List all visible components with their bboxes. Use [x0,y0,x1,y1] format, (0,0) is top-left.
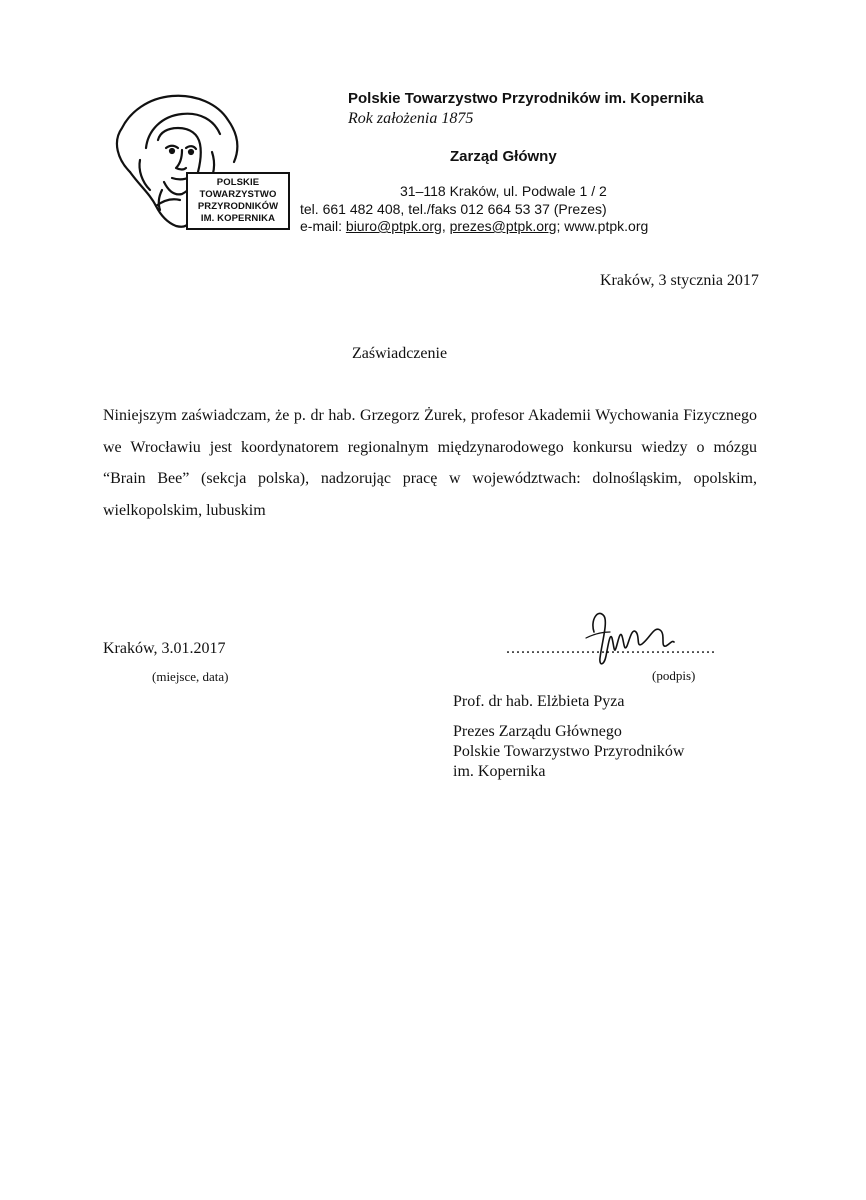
signer-role-line-2: Polskie Towarzystwo Przyrodników [453,743,685,760]
email-separator: , [441,218,450,234]
organization-name: Polskie Towarzystwo Przyrodników im. Kopernika [348,90,704,107]
place-date: Kraków, 3.01.2017 [103,640,226,657]
document-title: Zaświadczenie [352,345,448,362]
email-link-prezes[interactable]: prezes@ptpk.org [449,218,557,234]
contact-line [300,218,648,234]
founded-year: Rok założenia 1875 [348,110,474,127]
handwritten-signature [580,602,680,672]
signer-name: Prof. dr hab. Elżbieta Pyza [453,693,625,710]
email-prefix: e-mail: [300,218,346,234]
email-link-biuro[interactable]: biuro@ptpk.org [345,218,442,234]
signer-role-line-3: im. Kopernika [453,763,546,780]
signer-role [453,722,684,782]
place-date-caption: (miejsce, data) [152,669,229,684]
logo-line-2: TOWARZYSTWO [199,189,277,200]
logo-line-3: PRZYRODNIKÓW [197,201,279,212]
signature-caption: (podpis) [652,668,696,683]
phone-line: tel. 661 482 408, tel./faks 012 664 53 37 (Prezes) [300,201,607,217]
logo-line-1: POLSKIE [216,177,260,188]
logo-text-box [186,172,290,230]
document-date: Kraków, 3 stycznia 2017 [600,272,759,289]
address: 31–118 Kraków, ul. Podwale 1 / 2 [400,183,607,199]
board-name: Zarząd Główny [450,148,557,165]
logo-line-4: IM. KOPERNIKA [200,213,276,224]
signature-line: .......................................... [506,640,716,657]
website-text: ; www.ptpk.org [556,218,649,234]
certificate-body: Niniejszym zaświadczam, że p. dr hab. Grzegorz Żurek, profesor Akademii Wychowania Fizycznego we Wrocławiu jest koordynatorem regionalnym międzynarodowego konkursu wiedzy o mózgu “Brain Bee” (sekcja polska), nadzorując pracę w województwach: dolnośląskim, opolskim, wielkopolskim, lubuskim [103,407,757,519]
signer-role-line-1: Prezes Zarządu Głównego [453,723,622,740]
